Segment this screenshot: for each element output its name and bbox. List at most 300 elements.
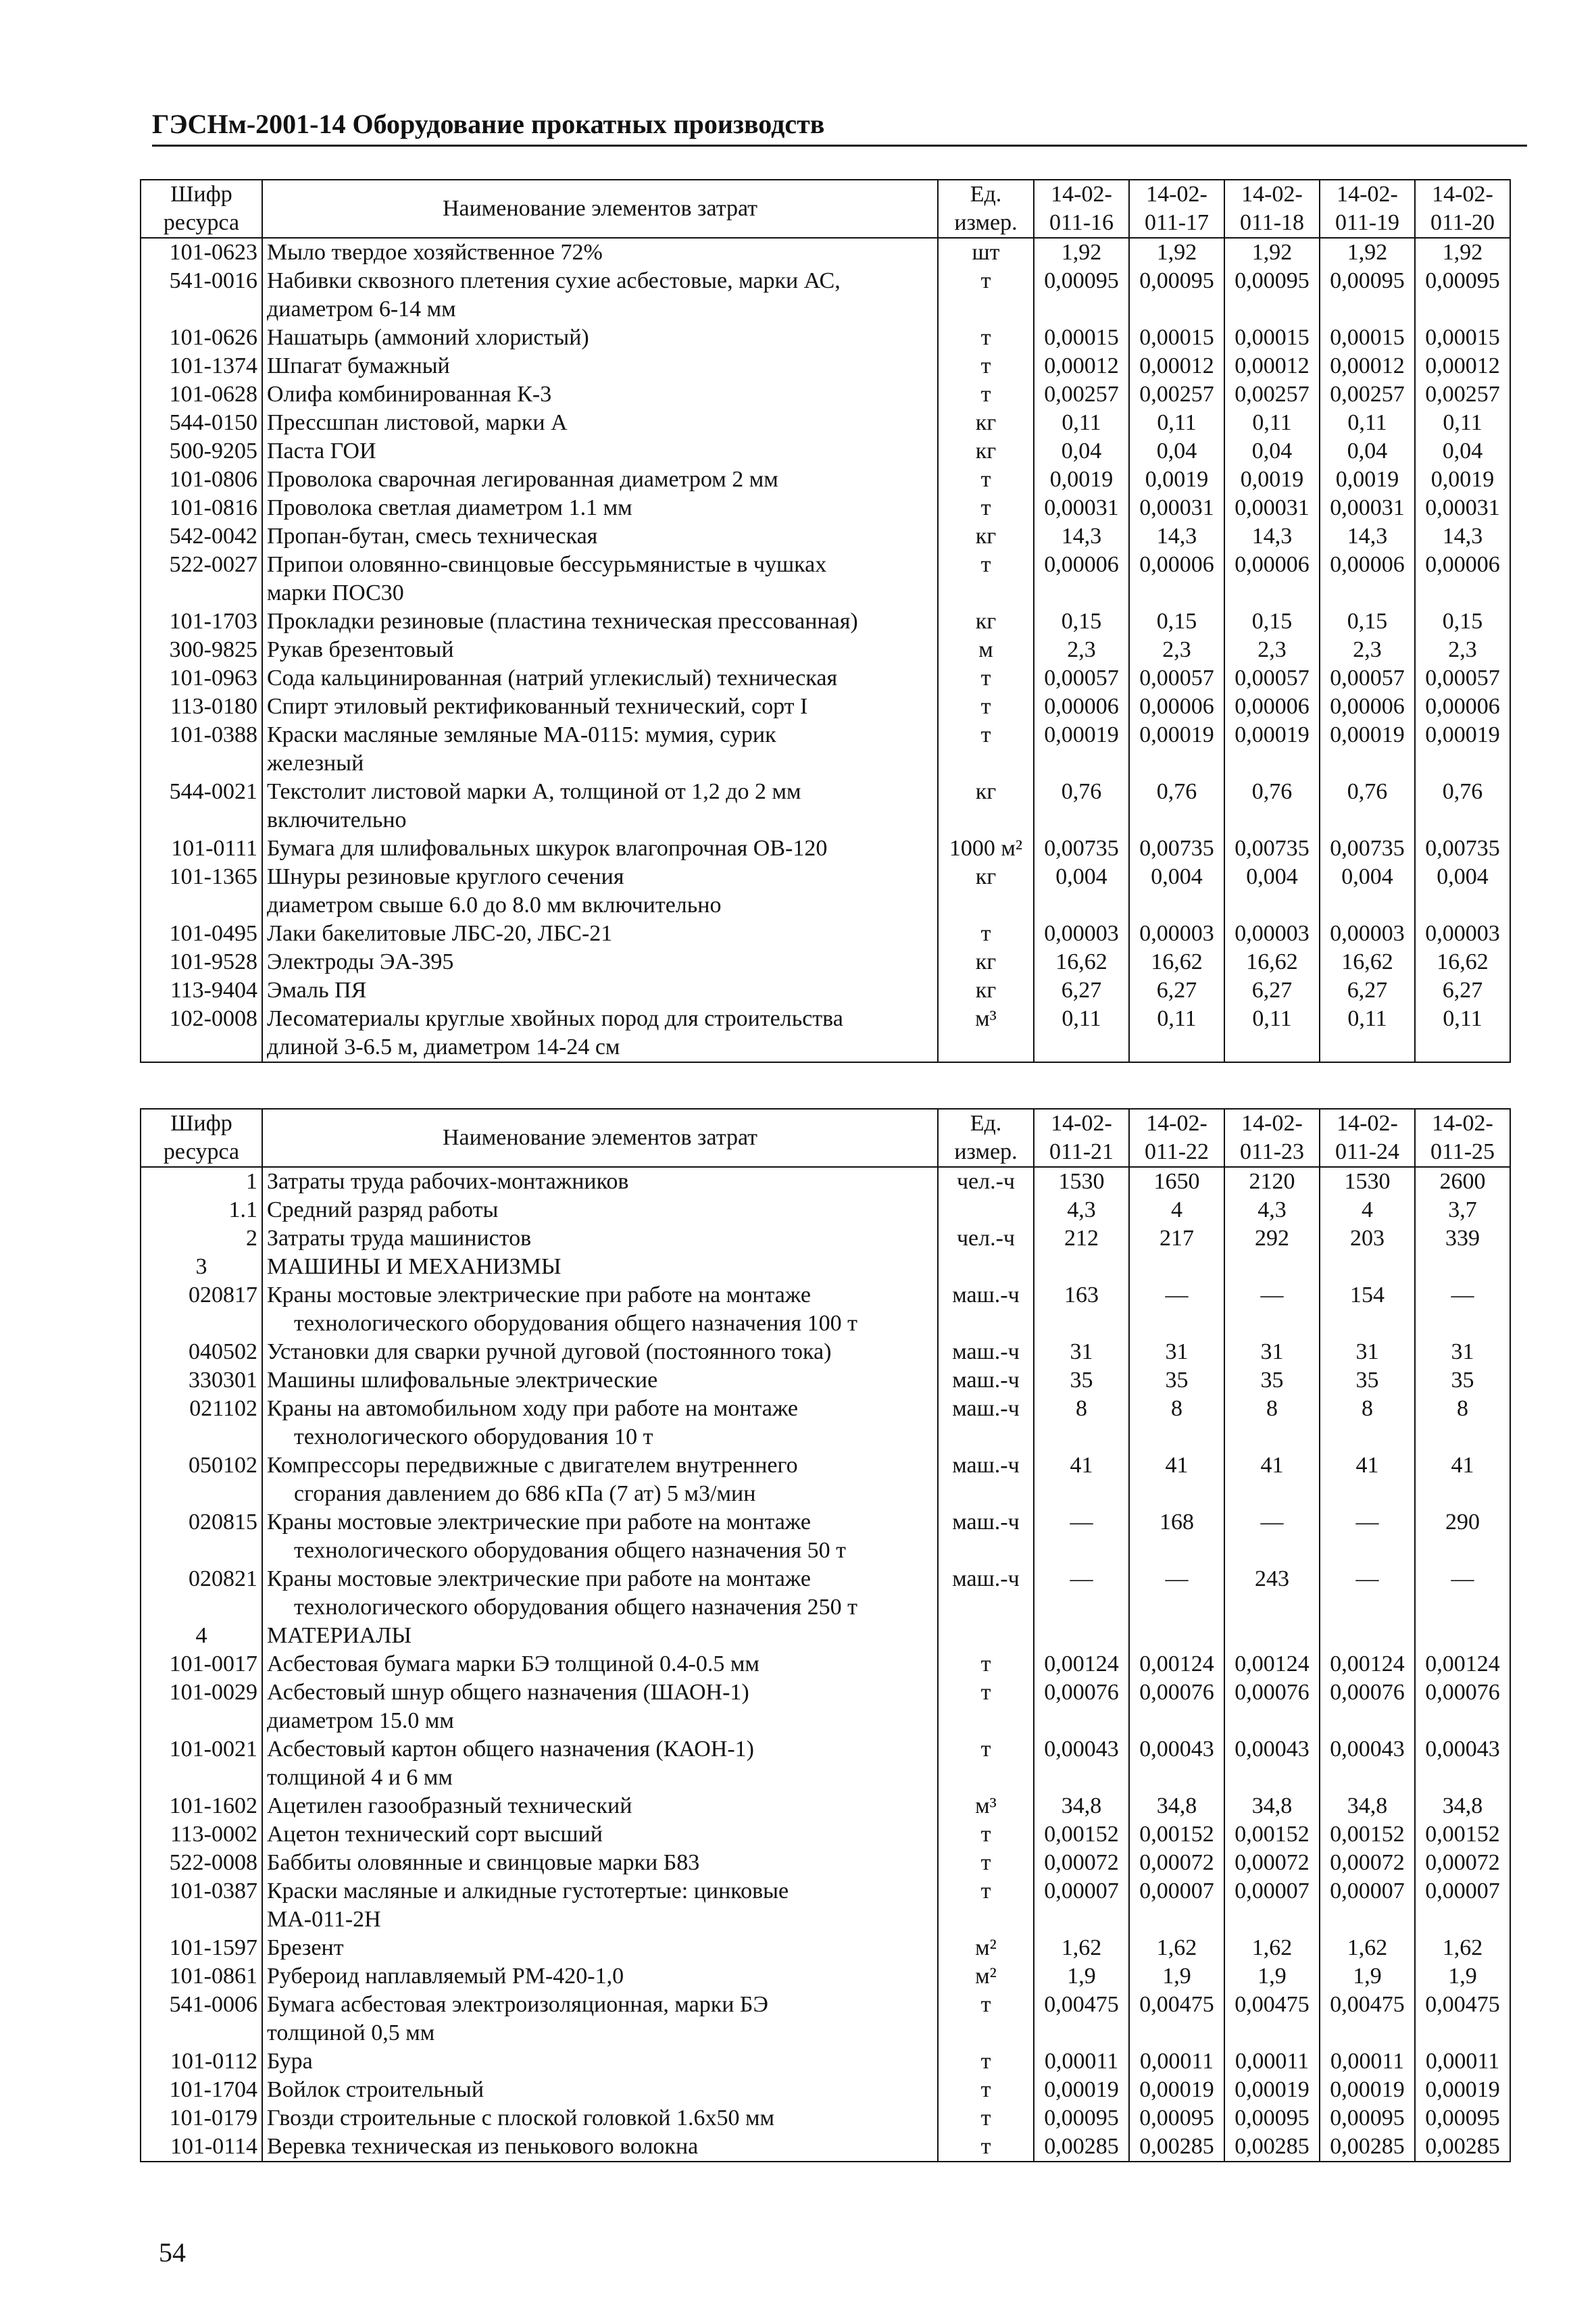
norm-value-cell <box>1034 1253 1129 1281</box>
table-row <box>141 1849 1510 1877</box>
resource-name-line: Затраты труда рабочих-монтажников <box>267 1169 629 1194</box>
header-line: Шифр <box>170 1111 232 1136</box>
norm-value-cell: 0,00019 <box>1034 721 1129 778</box>
norm-value-cell: — <box>1224 1281 1320 1338</box>
resource-name-line: Асбестовый шнур общего назначения (ШАОН-1) <box>267 1680 749 1705</box>
resource-name-cell <box>262 324 938 352</box>
norm-value-cell: 0,00152 <box>1320 1820 1415 1849</box>
unit-cell: кг <box>938 522 1034 551</box>
resource-name-line: МАТЕРИАЛЫ <box>267 1623 412 1648</box>
norm-value-cell: 0,00011 <box>1129 2047 1224 2076</box>
norm-value-cell: 0,00007 <box>1415 1877 1510 1934</box>
norm-value-cell: 1,92 <box>1415 238 1510 267</box>
resource-name-line: Проволока светлая диаметром 1.1 мм <box>267 495 632 520</box>
resource-name-line: Прокладки резиновые (пластина техническая прессованная) <box>267 609 858 634</box>
norm-value-cell: 0,15 <box>1320 607 1415 636</box>
norm-value-cell: 0,00152 <box>1034 1820 1129 1849</box>
table-row <box>141 1366 1510 1395</box>
resource-name-line: Бумага для шлифовальных шкурок влагопрочная ОВ-120 <box>267 836 828 861</box>
table-row <box>141 1991 1510 2047</box>
norm-value-cell: 0,04 <box>1320 437 1415 466</box>
resource-name-line: Проволока сварочная легированная диаметром 2 мм <box>267 467 778 492</box>
norm-value-cell: 41 <box>1129 1451 1224 1508</box>
resource-name-line: диаметром 6-14 мм <box>267 297 456 322</box>
norm-value-cell: 0,15 <box>1415 607 1510 636</box>
norm-value-cell: 6,27 <box>1415 976 1510 1005</box>
resource-name-line: Краны мостовые электрические при работе на монтаже <box>267 1510 811 1535</box>
norm-value-cell: — <box>1034 1565 1129 1622</box>
resource-name-line: Пропан-бутан, смесь техническая <box>267 524 598 549</box>
table-row <box>141 920 1510 948</box>
norm-value-cell: 212 <box>1034 1224 1129 1253</box>
resource-name-line: длиной 3-6.5 м, диаметром 14-24 см <box>267 1035 620 1060</box>
norm-value-cell: 0,11 <box>1224 409 1320 437</box>
resource-name-cell <box>262 2104 938 2133</box>
table-row <box>141 778 1510 835</box>
norm-value-cell: 16,62 <box>1129 948 1224 976</box>
table-row <box>141 1167 1510 1196</box>
norm-value-cell <box>1320 1253 1415 1281</box>
table-row <box>141 1224 1510 1253</box>
table-row <box>141 721 1510 778</box>
resource-code-cell: 102-0008 <box>141 1005 262 1062</box>
unit-cell: т <box>938 352 1034 380</box>
table-row <box>141 664 1510 693</box>
norm-value-cell: 0,00076 <box>1320 1678 1415 1735</box>
table-row <box>141 2047 1510 2076</box>
code-column-header <box>141 1109 262 1167</box>
table-row <box>141 1395 1510 1451</box>
table-row <box>141 409 1510 437</box>
norm-value-cell: 8 <box>1320 1395 1415 1451</box>
norm-value-cell: 0,00257 <box>1415 380 1510 409</box>
resource-name-line: Асбестовая бумага марки БЭ толщиной 0.4-0.5 мм <box>267 1651 759 1676</box>
table-row <box>141 1338 1510 1366</box>
norm-value-cell: 0,11 <box>1320 1005 1415 1062</box>
resource-name-line: Брезент <box>267 1935 344 1960</box>
norm-value-cell: 0,00012 <box>1034 352 1129 380</box>
norm-value-cell: — <box>1129 1281 1224 1338</box>
resource-name-cell <box>262 976 938 1005</box>
header-line: Шифр <box>170 182 232 207</box>
norm-value-cell: 0,00003 <box>1320 920 1415 948</box>
norm-value-cell: 0,00003 <box>1129 920 1224 948</box>
table-row <box>141 267 1510 324</box>
norm-value-cell: 0,00006 <box>1415 693 1510 721</box>
header-line: 011-22 <box>1144 1139 1210 1164</box>
norm-value-cell: 0,00011 <box>1320 2047 1415 2076</box>
unit-cell: т <box>938 1849 1034 1877</box>
resource-name-cell <box>262 1849 938 1877</box>
norm-value-cell: 41 <box>1415 1451 1510 1508</box>
norm-value-cell: 1,62 <box>1320 1934 1415 1962</box>
unit-cell: м <box>938 636 1034 664</box>
norm-column-header <box>1320 1109 1415 1167</box>
norm-value-cell: 34,8 <box>1129 1792 1224 1820</box>
resource-name-line: Краны мостовые электрические при работе на монтаже <box>267 1566 811 1591</box>
norm-value-cell: 3,7 <box>1415 1196 1510 1224</box>
table-row <box>141 1735 1510 1792</box>
resource-name-line: МА-011-2Н <box>267 1907 381 1932</box>
norm-value-cell: 1650 <box>1129 1167 1224 1196</box>
header-line: 14-02- <box>1146 1111 1207 1136</box>
norm-column-header <box>1224 1109 1320 1167</box>
resource-name-line: Ацетилен газообразный технический <box>267 1793 632 1818</box>
norm-value-cell: 0,04 <box>1415 437 1510 466</box>
unit-cell: маш.-ч <box>938 1366 1034 1395</box>
norm-value-cell: 0,00124 <box>1034 1650 1129 1678</box>
header-line: 011-16 <box>1049 210 1114 235</box>
norm-value-cell: 0,00735 <box>1129 835 1224 863</box>
norm-value-cell: 1530 <box>1034 1167 1129 1196</box>
norm-value-cell: 0,76 <box>1034 778 1129 835</box>
norm-value-cell: 0,00015 <box>1415 324 1510 352</box>
resource-name-cell <box>262 693 938 721</box>
norm-value-cell: 0,00019 <box>1415 721 1510 778</box>
norm-value-cell: 0,00043 <box>1129 1735 1224 1792</box>
unit-cell: м³ <box>938 1792 1034 1820</box>
unit-cell: м³ <box>938 1005 1034 1062</box>
norm-value-cell: 0,00076 <box>1224 1678 1320 1735</box>
norm-value-cell: 2120 <box>1224 1167 1320 1196</box>
norm-value-cell: 0,00057 <box>1129 664 1224 693</box>
resource-name-cell <box>262 1622 938 1650</box>
norm-value-cell: 0,00007 <box>1129 1877 1224 1934</box>
norm-column-header <box>1415 180 1510 238</box>
name-column-header: Наименование элементов затрат <box>262 1109 938 1167</box>
norm-value-cell: 6,27 <box>1034 976 1129 1005</box>
table-row <box>141 1934 1510 1962</box>
norm-column-header <box>1129 180 1224 238</box>
norm-value-cell: 14,3 <box>1224 522 1320 551</box>
norm-value-cell: 16,62 <box>1320 948 1415 976</box>
norm-value-cell: 34,8 <box>1415 1792 1510 1820</box>
norm-value-cell: 0,0019 <box>1224 466 1320 494</box>
norm-value-cell: 31 <box>1129 1338 1224 1366</box>
resource-name-line: технологического оборудования общего назначения 250 т <box>294 1595 857 1620</box>
resource-name-cell <box>262 1991 938 2047</box>
norm-value-cell: — <box>1415 1565 1510 1622</box>
page-number: 54 <box>159 2237 186 2268</box>
norm-column-header <box>1224 180 1320 238</box>
table-row <box>141 2104 1510 2133</box>
norm-value-cell: 41 <box>1034 1451 1129 1508</box>
norm-value-cell: — <box>1320 1565 1415 1622</box>
header-line: 14-02- <box>1241 182 1303 207</box>
header-line: 011-24 <box>1335 1139 1400 1164</box>
norm-value-cell: 0,004 <box>1224 863 1320 920</box>
resource-code-cell: 020815 <box>141 1508 262 1565</box>
resource-code-cell: 101-1704 <box>141 2076 262 2104</box>
norm-value-cell: 163 <box>1034 1281 1129 1338</box>
norm-value-cell: 8 <box>1129 1395 1224 1451</box>
resource-name-line: технологического оборудования 10 т <box>294 1424 653 1449</box>
norm-value-cell: 0,00003 <box>1415 920 1510 948</box>
norm-value-cell: 14,3 <box>1129 522 1224 551</box>
unit-cell: маш.-ч <box>938 1451 1034 1508</box>
norm-value-cell: 0,00003 <box>1224 920 1320 948</box>
unit-cell <box>938 1253 1034 1281</box>
norm-value-cell: 0,00095 <box>1415 267 1510 324</box>
norm-value-cell: 0,00012 <box>1224 352 1320 380</box>
norm-value-cell: 6,27 <box>1320 976 1415 1005</box>
norm-value-cell: 1,9 <box>1129 1962 1224 1991</box>
norm-value-cell: 2,3 <box>1320 636 1415 664</box>
unit-cell: шт <box>938 238 1034 267</box>
resource-name-cell <box>262 778 938 835</box>
resource-code-cell: 101-0111 <box>141 835 262 863</box>
norm-value-cell: 1,62 <box>1224 1934 1320 1962</box>
resource-name-cell <box>262 863 938 920</box>
resource-code-cell: 101-0179 <box>141 2104 262 2133</box>
header-line: 011-25 <box>1430 1139 1495 1164</box>
header-line: ресурса <box>163 210 240 235</box>
header-line: Ед. <box>970 182 1002 207</box>
norm-value-cell: 0,00057 <box>1034 664 1129 693</box>
resource-code-cell: 101-1597 <box>141 1934 262 1962</box>
table-row <box>141 636 1510 664</box>
norm-value-cell: 14,3 <box>1320 522 1415 551</box>
unit-cell: т <box>938 380 1034 409</box>
unit-cell: т <box>938 693 1034 721</box>
resource-name-line: Лаки бакелитовые ЛБС-20, ЛБС-21 <box>267 921 613 946</box>
unit-cell: т <box>938 551 1034 607</box>
norm-value-cell: 0,04 <box>1224 437 1320 466</box>
resource-code-cell: 101-0626 <box>141 324 262 352</box>
norm-value-cell: 0,00019 <box>1415 2076 1510 2104</box>
norm-value-cell <box>1034 1622 1129 1650</box>
resource-name-cell <box>262 2133 938 2162</box>
resource-name-cell <box>262 2076 938 2104</box>
norm-value-cell: 31 <box>1224 1338 1320 1366</box>
norm-value-cell: 0,0019 <box>1129 466 1224 494</box>
table-row <box>141 693 1510 721</box>
resource-code-cell: 101-0017 <box>141 1650 262 1678</box>
norm-value-cell: 243 <box>1224 1565 1320 1622</box>
resource-name-cell <box>262 920 938 948</box>
unit-cell: т <box>938 2104 1034 2133</box>
resource-code-cell: 113-0002 <box>141 1820 262 1849</box>
resource-name-line: Мыло твердое хозяйственное 72% <box>267 240 603 265</box>
table-row <box>141 1508 1510 1565</box>
resource-name-line: Прессшпан листовой, марки А <box>267 410 568 435</box>
unit-cell: маш.-ч <box>938 1281 1034 1338</box>
norm-value-cell: 0,00007 <box>1320 1877 1415 1934</box>
norm-value-cell: 2,3 <box>1415 636 1510 664</box>
unit-cell: т <box>938 2133 1034 2162</box>
norm-value-cell: 0,00006 <box>1224 551 1320 607</box>
resource-code-cell: 101-9528 <box>141 948 262 976</box>
resource-code-cell: 541-0006 <box>141 1991 262 2047</box>
norm-value-cell: 0,00015 <box>1224 324 1320 352</box>
resource-name-cell <box>262 1650 938 1678</box>
norm-value-cell: 35 <box>1129 1366 1224 1395</box>
header-line: 14-02- <box>1146 182 1207 207</box>
header-line: 011-23 <box>1239 1139 1305 1164</box>
norm-value-cell: 0,00095 <box>1034 267 1129 324</box>
norm-value-cell: 8 <box>1034 1395 1129 1451</box>
resource-code-cell: 542-0042 <box>141 522 262 551</box>
unit-cell: т <box>938 1678 1034 1735</box>
header-line: ресурса <box>163 1139 240 1164</box>
norm-value-cell: 0,76 <box>1224 778 1320 835</box>
resource-name-line: Паста ГОИ <box>267 439 376 464</box>
resource-name-line: сгорания давлением до 686 кПа (7 ат) 5 м3/мин <box>294 1481 756 1506</box>
unit-cell: 1000 м² <box>938 835 1034 863</box>
unit-cell: кг <box>938 607 1034 636</box>
resource-name-line: Шпагат бумажный <box>267 353 450 378</box>
norm-value-cell: 168 <box>1129 1508 1224 1565</box>
norm-value-cell: 8 <box>1224 1395 1320 1451</box>
norm-value-cell: 0,76 <box>1320 778 1415 835</box>
resource-name-cell <box>262 494 938 522</box>
resource-name-line: Бумага асбестовая электроизоляционная, марки БЭ <box>267 1992 768 2017</box>
table-row <box>141 607 1510 636</box>
norm-value-cell: 0,15 <box>1224 607 1320 636</box>
unit-cell: маш.-ч <box>938 1395 1034 1451</box>
norm-value-cell: 0,00012 <box>1415 352 1510 380</box>
table-row <box>141 238 1510 267</box>
norm-value-cell: 0,00015 <box>1129 324 1224 352</box>
norm-value-cell: 0,00475 <box>1224 1991 1320 2047</box>
norm-value-cell: 8 <box>1415 1395 1510 1451</box>
norm-value-cell: 35 <box>1224 1366 1320 1395</box>
resource-code-cell: 544-0150 <box>141 409 262 437</box>
norm-value-cell: 0,00007 <box>1224 1877 1320 1934</box>
table-row <box>141 835 1510 863</box>
norm-value-cell <box>1129 1253 1224 1281</box>
resource-name-cell <box>262 1962 938 1991</box>
unit-cell: кг <box>938 409 1034 437</box>
resource-name-line: Краски масляные земляные МА-0115: мумия, сурик <box>267 722 776 747</box>
resource-name-cell <box>262 522 938 551</box>
norm-value-cell: 0,11 <box>1034 1005 1129 1062</box>
norm-value-cell: 0,00006 <box>1320 551 1415 607</box>
resource-name-cell <box>262 1508 938 1565</box>
norm-value-cell: 0,004 <box>1034 863 1129 920</box>
table-row <box>141 1650 1510 1678</box>
unit-cell: т <box>938 2076 1034 2104</box>
unit-cell: т <box>938 1820 1034 1849</box>
resource-code-cell: 330301 <box>141 1366 262 1395</box>
resource-name-cell <box>262 1224 938 1253</box>
table-header-row <box>141 180 1510 238</box>
resource-name-cell <box>262 1395 938 1451</box>
norm-value-cell: 0,11 <box>1224 1005 1320 1062</box>
table-row <box>141 1196 1510 1224</box>
norm-value-cell: 0,00095 <box>1320 267 1415 324</box>
unit-cell: кг <box>938 863 1034 920</box>
norm-value-cell: 0,00011 <box>1034 2047 1129 2076</box>
resource-code-cell: 101-0816 <box>141 494 262 522</box>
resource-name-cell <box>262 1366 938 1395</box>
norm-value-cell: 0,00124 <box>1224 1650 1320 1678</box>
norm-value-cell: 0,00152 <box>1415 1820 1510 1849</box>
norm-value-cell: 41 <box>1224 1451 1320 1508</box>
norm-value-cell: 1,9 <box>1320 1962 1415 1991</box>
norm-value-cell: 0,00475 <box>1034 1991 1129 2047</box>
resource-code-cell: 500-9205 <box>141 437 262 466</box>
header-line: 011-19 <box>1335 210 1400 235</box>
norm-value-cell: 0,00124 <box>1129 1650 1224 1678</box>
norm-value-cell: 154 <box>1320 1281 1415 1338</box>
norm-value-cell: 0,00285 <box>1415 2133 1510 2162</box>
norm-value-cell: 0,00076 <box>1415 1678 1510 1735</box>
norm-value-cell: 31 <box>1415 1338 1510 1366</box>
resource-table-2 <box>140 1108 1511 2162</box>
resource-name-line: диаметром 15.0 мм <box>267 1708 454 1733</box>
norm-value-cell: 0,00735 <box>1415 835 1510 863</box>
table-row <box>141 1792 1510 1820</box>
resource-name-cell <box>262 380 938 409</box>
norm-value-cell: 0,00076 <box>1129 1678 1224 1735</box>
norm-value-cell: 0,00006 <box>1129 551 1224 607</box>
table-row <box>141 324 1510 352</box>
unit-cell: т <box>938 1735 1034 1792</box>
header-line: 011-17 <box>1144 210 1210 235</box>
norm-value-cell: 0,00019 <box>1320 2076 1415 2104</box>
norm-value-cell: — <box>1129 1565 1224 1622</box>
unit-cell: чел.-ч <box>938 1167 1034 1196</box>
resource-code-cell: 522-0008 <box>141 1849 262 1877</box>
resource-code-cell: 101-0628 <box>141 380 262 409</box>
norm-value-cell: 0,00031 <box>1320 494 1415 522</box>
norm-column-header <box>1034 1109 1129 1167</box>
norm-value-cell: 0,00031 <box>1224 494 1320 522</box>
resource-code-cell: 300-9825 <box>141 636 262 664</box>
resource-name-cell <box>262 551 938 607</box>
resource-name-line: Набивки сквозного плетения сухие асбестовые, марки АС, <box>267 268 841 293</box>
norm-value-cell: 4,3 <box>1034 1196 1129 1224</box>
unit-cell: кг <box>938 948 1034 976</box>
norm-value-cell: 0,00057 <box>1224 664 1320 693</box>
unit-cell: т <box>938 721 1034 778</box>
resource-code-cell: 101-0495 <box>141 920 262 948</box>
resource-code-cell: 113-0180 <box>141 693 262 721</box>
norm-value-cell: 0,00057 <box>1415 664 1510 693</box>
resource-code-cell: 544-0021 <box>141 778 262 835</box>
norm-value-cell: 0,11 <box>1129 1005 1224 1062</box>
unit-cell: т <box>938 1991 1034 2047</box>
norm-value-cell: 0,00019 <box>1224 721 1320 778</box>
name-column-header: Наименование элементов затрат <box>262 180 938 238</box>
norm-value-cell: 290 <box>1415 1508 1510 1565</box>
norm-value-cell: — <box>1034 1508 1129 1565</box>
resource-name-line: технологического оборудования общего назначения 50 т <box>294 1538 846 1563</box>
norm-value-cell: 0,00057 <box>1320 664 1415 693</box>
norm-value-cell: 0,004 <box>1129 863 1224 920</box>
unit-cell: т <box>938 267 1034 324</box>
norm-value-cell: — <box>1320 1508 1415 1565</box>
header-line: 14-02- <box>1241 1111 1303 1136</box>
norm-value-cell: 14,3 <box>1034 522 1129 551</box>
norm-value-cell: 0,00124 <box>1320 1650 1415 1678</box>
table-row <box>141 863 1510 920</box>
norm-value-cell: 16,62 <box>1415 948 1510 976</box>
resource-code-cell: 020821 <box>141 1565 262 1622</box>
table-header-row <box>141 1109 1510 1167</box>
unit-cell: т <box>938 2047 1034 2076</box>
norm-value-cell: 0,04 <box>1129 437 1224 466</box>
norm-value-cell: 0,00043 <box>1034 1735 1129 1792</box>
resource-name-cell <box>262 1565 938 1622</box>
header-line: 14-02- <box>1432 1111 1493 1136</box>
norm-value-cell: 1,92 <box>1224 238 1320 267</box>
unit-cell: маш.-ч <box>938 1338 1034 1366</box>
table-row <box>141 380 1510 409</box>
resource-name-line: Спирт этиловый ректификованный технический, сорт I <box>267 694 808 719</box>
table-row <box>141 948 1510 976</box>
